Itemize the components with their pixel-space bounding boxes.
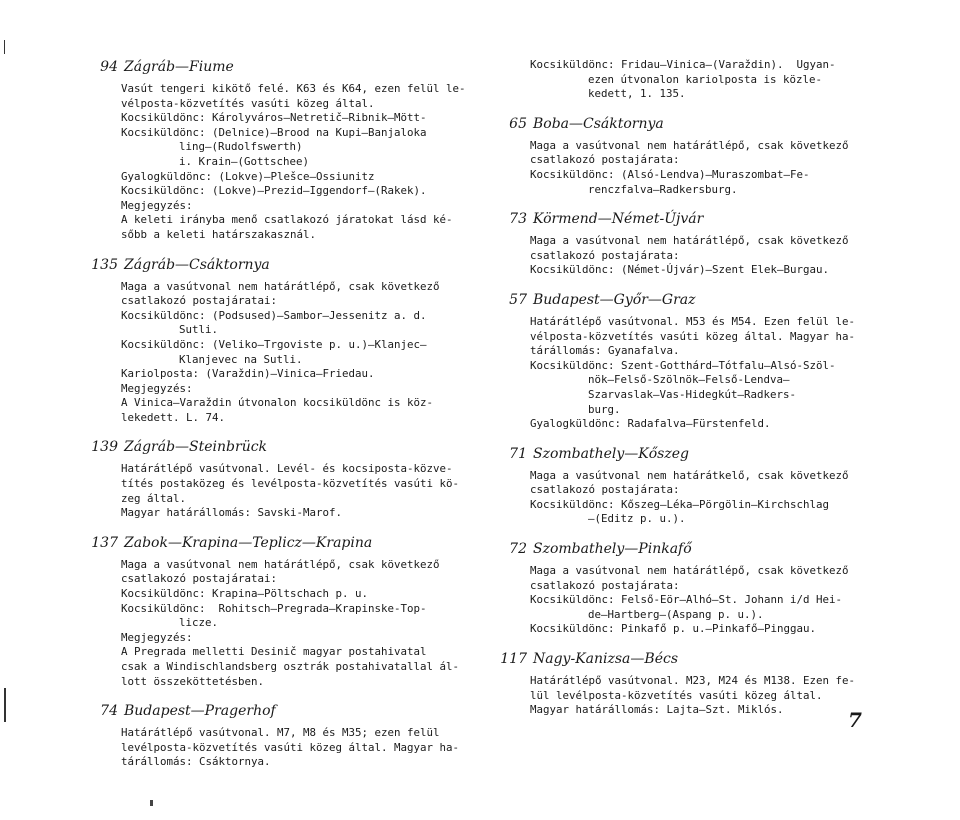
text-line: tárállomás: Gyanafalva.: [530, 344, 680, 358]
text-line: Kocsiküldönc: Szent-Gotthárd—Tótfalu—Alsó-Szöl-: [530, 358, 836, 372]
route-entry: [88, 702, 460, 770]
binding-edge-mark-top: [4, 40, 5, 54]
text-line: Klanjevec na Sutli.: [179, 352, 303, 366]
route-number: 74: [100, 703, 118, 720]
route-heading: [497, 445, 873, 463]
route-text: [497, 234, 873, 278]
text-line: Kocsiküldönc: (Veliko—Trgoviste p. u.)—Klanjec—: [121, 337, 427, 351]
text-line: Kocsiküldönc: (Német-Újvár)—Szent Elek—Burgau.: [530, 263, 830, 277]
route-entry: [497, 291, 873, 432]
text-line: Kocsiküldönc: Felső-Eör—Alhó—St. Johann i/d Hei-: [530, 593, 843, 607]
text-line: Kocsiküldönc: Rohitsch—Pregrada—Krapinske-Top-: [121, 601, 427, 615]
text-line: Megjegyzés:: [121, 381, 193, 395]
text-line: csatlakozó postajáratai:: [121, 294, 278, 308]
route-number: 65: [509, 115, 527, 132]
route-text: [497, 674, 873, 718]
text-line: Határátlépő vasútvonal. M7, M8 és M35; ezen felül: [121, 726, 440, 740]
text-line: —(Editz p. u.).: [588, 512, 686, 526]
text-line: A Pregrada melletti Desinič magyar postahivatal: [121, 645, 427, 659]
text-line: Kocsiküldönc: Krapina—Pöltschach p. u.: [121, 587, 369, 601]
text-line: de—Hartberg—(Aspang p. u.).: [588, 607, 764, 621]
route-number: 71: [509, 445, 527, 462]
route-text: [88, 558, 460, 689]
text-line: Kocsiküldönc: (Alsó-Lendva)—Muraszombat—Fe-: [530, 167, 810, 181]
route-number: 72: [509, 541, 527, 558]
text-line: vélposta-közvetítés vasúti közeg által.: [121, 96, 375, 110]
text-line: Magyar határállomás: Savski-Marof.: [121, 506, 343, 520]
text-line: csatlakozó postajáratai:: [121, 572, 278, 586]
route-heading: [88, 534, 460, 552]
route-heading: [497, 650, 873, 668]
text-line: vélposta-közvetítés vasúti közeg által. Magyar ha-: [530, 329, 856, 343]
text-line: A Vinica—Varaždin útvonalon kocsiküldönc is köz-: [121, 396, 434, 410]
text-line: kedett, 1. 135.: [588, 87, 686, 101]
text-line: Megjegyzés:: [121, 630, 193, 644]
route-title: Zágráb—Steinbrück: [124, 439, 268, 456]
route-text: [497, 315, 873, 432]
route-heading: [88, 256, 460, 274]
text-line: csak a Windischlandsberg osztrák postahivatallal ál-: [121, 660, 460, 673]
text-line: levélposta-közvetítés vasúti közeg által. Magyar ha-: [121, 740, 460, 754]
text-line: renczfalva—Radkersburg.: [588, 182, 738, 196]
text-line: Maga a vasútvonal nem határátlépő, csak következő: [530, 138, 849, 152]
route-number: 135: [91, 256, 118, 273]
text-line: licze.: [179, 616, 219, 630]
text-line: Gyalogküldönc: (Lokve)—Plešce—Ossiunitz: [121, 169, 375, 183]
text-line: Kocsiküldönc: (Podsused)—Sambor—Jessenitz a. d.: [121, 308, 427, 322]
route-text: [497, 139, 873, 197]
text-line: Magyar határállomás: Lajta—Szt. Miklós.: [530, 703, 784, 717]
text-line: Maga a vasútvonal nem határátlépő, csak következő: [530, 564, 849, 578]
route-text: [497, 58, 873, 102]
route-title: Szombathely—Kőszeg: [533, 445, 689, 462]
route-title: Nagy-Kanizsa—Bécs: [533, 651, 679, 668]
route-entry: [88, 256, 460, 426]
text-line: csatlakozó postajárata:: [530, 248, 680, 262]
text-line: sőbb a keleti határszakasznál.: [121, 227, 317, 241]
route-entry: [88, 438, 460, 520]
route-number: 73: [509, 211, 527, 228]
text-line: i. Krain—(Gottschee): [179, 154, 310, 168]
text-line: Gyalogküldönc: Radafalva—Fürstenfeld.: [530, 417, 771, 431]
route-entry: [497, 650, 873, 718]
text-line: títés postaközeg és levélposta-közvetítés vasúti kö-: [121, 477, 460, 491]
text-line: Maga a vasútvonal nem határátlépő, csak következő: [121, 557, 440, 571]
text-line: Kariolposta: (Varaždin)—Vinica—Friedau.: [121, 367, 375, 381]
route-title: Zabok—Krapina—Teplicz—Krapina: [124, 534, 373, 551]
text-line: ling—(Rudolfswerth): [179, 140, 303, 154]
text-line: A keleti irányba menő csatlakozó járatokat lásd ké-: [121, 213, 453, 227]
route-heading: [88, 438, 460, 456]
left-column: [88, 58, 466, 783]
text-line: Maga a vasútvonal nem határátlépő, csak következő: [530, 234, 849, 248]
text-line: Megjegyzés:: [121, 198, 193, 212]
text-line: Kocsiküldönc: Kőszeg—Léka—Pörgölin—Kirchschlag: [530, 497, 830, 511]
text-line: nök—Felső-Szölnök—Felső-Lendva—: [588, 373, 790, 387]
text-line: Határátlépő vasútvonal. Levél- és kocsiposta-közve-: [121, 462, 453, 476]
text-line: Határátlépő vasútvonal. M23, M24 és M138. Ezen fe-: [530, 674, 856, 688]
text-line: Vasút tengeri kikötő felé. K63 és K64, ezen felül le-: [121, 82, 466, 95]
text-line: Kocsiküldönc: (Lokve)—Prezid—Iggendorf—(Rakek).: [121, 184, 427, 198]
route-text: [497, 469, 873, 527]
route-number: 137: [91, 534, 118, 551]
route-title: Zágráb—Csáktornya: [124, 256, 270, 273]
route-heading: [497, 210, 873, 228]
route-title: Körmend—Német-Újvár: [533, 211, 704, 228]
route-number: 57: [509, 291, 527, 308]
route-title: Szombathely—Pinkafő: [533, 541, 692, 558]
text-line: Kocsiküldönc: Fridau—Vinica—(Varaždin). Ugyan-: [530, 58, 836, 71]
text-line: csatlakozó postajárata:: [530, 578, 680, 592]
route-text: [88, 280, 460, 426]
route-text: [88, 462, 460, 520]
route-number: 94: [100, 59, 118, 75]
text-line: csatlakozó postajárata:: [530, 153, 680, 167]
route-heading: [497, 291, 873, 309]
text-line: burg.: [588, 402, 621, 416]
text-line: csatlakozó postajárata:: [530, 483, 680, 497]
route-entry: [497, 58, 873, 102]
route-number: 117: [500, 651, 527, 668]
route-entry: [497, 540, 873, 637]
route-entry: [88, 534, 460, 689]
route-text: [88, 726, 460, 770]
text-line: Kocsiküldönc: Pinkafő p. u.—Pinkafő—Pinggau.: [530, 622, 817, 636]
route-entry: [497, 210, 873, 278]
text-line: Kocsiküldönc: (Delnice)—Brood na Kupi—Banjaloka: [121, 125, 427, 139]
route-entry: [497, 115, 873, 197]
route-heading: [497, 540, 873, 558]
route-entry: [88, 58, 466, 243]
text-line: Szarvaslak—Vas-Hidegkút—Radkers-: [588, 387, 797, 401]
ink-speck: [150, 800, 153, 806]
route-heading: [88, 58, 460, 76]
right-column: [497, 58, 873, 731]
route-text: [88, 82, 466, 243]
text-line: lekedett. L. 74.: [121, 410, 226, 424]
text-line: ezen útvonalon kariolposta is közle-: [588, 72, 823, 86]
route-title: Budapest—Győr—Graz: [533, 291, 696, 308]
route-text: [497, 564, 873, 637]
route-heading: [88, 702, 460, 720]
route-title: Budapest—Pragerhof: [124, 703, 276, 720]
text-line: lül levélposta-közvetítés vasúti közeg által.: [530, 688, 823, 702]
binding-edge-mark: [4, 688, 6, 722]
text-line: Maga a vasútvonal nem határátkelő, csak következő: [530, 468, 849, 482]
text-line: lott összeköttetésben.: [121, 674, 265, 688]
text-line: Határátlépő vasútvonal. M53 és M54. Ezen felül le-: [530, 314, 856, 328]
route-heading: [497, 115, 873, 133]
route-title: Zágráb—Fiume: [124, 59, 234, 75]
page-number: 7: [848, 708, 862, 732]
text-line: Kocsiküldönc: Károlyváros—Netretič—Ribnik—Mött-: [121, 111, 427, 125]
text-line: zeg által.: [121, 491, 187, 505]
route-entry: [497, 445, 873, 527]
route-title: Boba—Csáktornya: [533, 115, 664, 132]
text-line: tárállomás: Csáktornya.: [121, 755, 271, 769]
route-number: 139: [91, 439, 118, 456]
text-line: Maga a vasútvonal nem határátlépő, csak következő: [121, 279, 440, 293]
text-line: Sutli.: [179, 323, 219, 337]
